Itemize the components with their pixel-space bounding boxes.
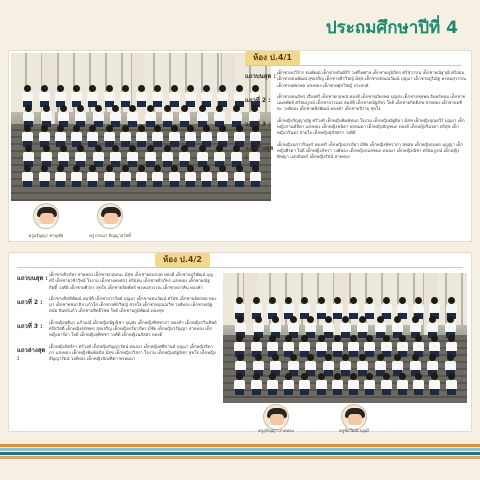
name-list-4-2 bbox=[17, 273, 217, 369]
student-figure bbox=[196, 105, 208, 127]
student-figure bbox=[216, 165, 228, 187]
student-figure bbox=[54, 125, 66, 147]
student-figure bbox=[54, 85, 66, 107]
student-figure bbox=[445, 373, 457, 395]
name-row bbox=[245, 143, 467, 162]
student-figure bbox=[161, 145, 173, 167]
student-figure bbox=[396, 373, 408, 395]
student-figure bbox=[233, 125, 245, 147]
student-figure bbox=[109, 145, 121, 167]
student-figure bbox=[126, 105, 138, 127]
student-figure bbox=[347, 373, 359, 395]
student-figure bbox=[196, 145, 208, 167]
student-figure bbox=[119, 165, 131, 187]
row-names: เด็กชายธนภัทร เรืองศรี เด็กชายกฤษณ์ ทองดี เด็กชายภัทรพล บุญส่ง เด็กชายชยพล จันทร์หอม เด็กชายนนทพัทธ์ ศรีสมบูรณ์ เด็กชายวรเมธ สมบัติ เด็กชายณัฐภัทร ใจดี เด็กชายกิตติภพ สายทอง เด็กชายอชิตะ วงศ์ทอง เด็กชายพีรพัฒน์ ทองคำ เด็กชายจิรายุ สุขใจ bbox=[277, 94, 466, 113]
name-row bbox=[245, 95, 467, 114]
student-figure bbox=[74, 105, 86, 127]
decorative-stripes bbox=[0, 444, 480, 464]
class-section-4-2 bbox=[8, 252, 472, 432]
student-figure bbox=[144, 145, 156, 167]
student-figure bbox=[216, 125, 228, 147]
student-figure bbox=[92, 145, 104, 167]
row-label: แถวที่ 3 : bbox=[17, 322, 43, 330]
name-row bbox=[17, 321, 217, 340]
name-row bbox=[245, 119, 467, 138]
row-label: แถวที่ 2 : bbox=[245, 96, 271, 104]
name-row bbox=[17, 273, 217, 292]
row-label: แถวล่างสุด : bbox=[245, 144, 274, 160]
student-figure bbox=[54, 165, 66, 187]
student-figure bbox=[135, 125, 147, 147]
student-figure bbox=[119, 85, 131, 107]
student-figure bbox=[230, 105, 242, 127]
student-figure bbox=[233, 165, 245, 187]
class-photo-4-2 bbox=[223, 273, 467, 403]
student-figure bbox=[22, 105, 34, 127]
student-figure bbox=[184, 85, 196, 107]
student-figure bbox=[168, 125, 180, 147]
student-figure bbox=[380, 373, 392, 395]
student-figure bbox=[213, 145, 225, 167]
row-names: เด็กชายปวีร์กร ธนพัฒน์ เด็กชายกันต์ธีร์ วงศ์ไพศาล เด็กชายภูมิภัทร ศรีสุวรรณ เด็กชายณัฐวุฒิ ศรีอ่อน เด็กชายธนพัฒน์ สุขเจริญ เด็กชายสิรวิชญ์ มีสุข เด็กชายปัณณวัฒน์ บุญมา เด็กชายภูริณัฐ พรหมสุวรรณ เด็กชายพชรพล แสงทอง เด็กชายศุภวิชญ์ ประสงค์ bbox=[277, 71, 466, 89]
teacher-caption: ครูสุกัญญา สายทอง bbox=[258, 428, 294, 433]
student-figure bbox=[266, 373, 278, 395]
class-section-4-1 bbox=[8, 50, 472, 242]
student-figure bbox=[119, 125, 131, 147]
student-figure bbox=[168, 165, 180, 187]
row-names: เด็กหญิงกัญญาณัฐ ศรีวงศ์ เด็กหญิงพิมพ์ชนก ใจงาม เด็กหญิงณัฐธิดา มีสุข เด็กหญิงปุณยวีร์ บุญมา เด็กหญิงกานต์ธิดา แสงทอง เด็กหญิงชนิดา พรหมมา เด็กหญิงธัญชนก ทองดี เด็กหญิงรินรดา ศรีสุข เด็กหญิงวรินทร สายใจ เด็กหญิงสุภัสสรา วงศ์ดี bbox=[277, 118, 465, 137]
row-names: เด็กชายจิรภัทร สายทอง เด็กชายกฤษณะ มีสุข เด็กชายธนกฤต ทองดี เด็กชายภูริพัฒน์ บุญศรี เด็กชายวชิรวิทย์ ใจงาม เด็กชายพงศกร ศรีอ่อน เด็กชายธีรภัทร แสงทอง เด็กชายณัฐกิตติ์ วงศ์ดี เด็กชายศิวกร สุขใจ เด็กชายปิยพัทธ์ พรหมสุวรรณ เด็กชายภาคิน ทองคำ bbox=[49, 273, 214, 291]
name-list-4-1 bbox=[245, 71, 467, 167]
row-names: เด็กชายกิตติพัฒน์ สมบัติ เด็กชายวรวิทย์ บุญมา เด็กชายธนวัฒน์ ศรีสุข เด็กชายอัครพล ทองมา เด็กชายชนาธิป แก้วใส เด็กชายพีรวิชญ์ สายใจ เด็กชายปุณณวิช วงศ์ทอง เด็กชายณัฐดนัย จันทร์แก้ว เด็กชายสิทธิโชค ใจดี เด็กชายภูมิพัฒน์ ทองสุข bbox=[49, 296, 217, 315]
name-row bbox=[17, 297, 217, 316]
student-figure bbox=[233, 85, 245, 107]
student-figure bbox=[103, 165, 115, 187]
row-label: แถวล่างสุด : bbox=[17, 346, 46, 362]
divider bbox=[17, 267, 463, 268]
teacher-caption: ครูวรรณา ปัญญาสวัสดิ์ bbox=[89, 233, 131, 238]
student-figure bbox=[38, 125, 50, 147]
student-figure bbox=[178, 105, 190, 127]
student-figure bbox=[161, 105, 173, 127]
student-figure bbox=[21, 125, 33, 147]
class-label: ห้อง ป.4/1 bbox=[245, 51, 300, 65]
teacher-avatar bbox=[97, 203, 123, 229]
stripe bbox=[0, 456, 480, 459]
student-figure bbox=[233, 373, 245, 395]
student-figure bbox=[38, 165, 50, 187]
student-figure bbox=[184, 165, 196, 187]
teacher-avatar bbox=[33, 203, 59, 229]
student-figure bbox=[168, 85, 180, 107]
student-figure bbox=[57, 145, 69, 167]
student-figure bbox=[21, 165, 33, 187]
class-label: ห้อง ป.4/2 bbox=[155, 253, 210, 267]
student-figure bbox=[103, 85, 115, 107]
page-title: ประถมศึกษาปีที่ 4 bbox=[325, 18, 458, 38]
student-figure bbox=[230, 145, 242, 167]
student-figure bbox=[315, 373, 327, 395]
student-figure bbox=[184, 125, 196, 147]
student-figure bbox=[428, 373, 440, 395]
student-figure bbox=[135, 85, 147, 107]
row-label: แถวที่ 2 : bbox=[17, 298, 43, 306]
student-figure bbox=[298, 373, 310, 395]
student-figure bbox=[412, 373, 424, 395]
student-figure bbox=[249, 165, 261, 187]
student-figure bbox=[40, 145, 52, 167]
student-figure bbox=[216, 85, 228, 107]
student-figure bbox=[70, 125, 82, 147]
student-figure bbox=[200, 85, 212, 107]
student-figure bbox=[109, 105, 121, 127]
row-names: เด็กหญิงปภาวรินทร์ ทองศรี เด็กหญิงอรปรียา มีชัย เด็กหญิงพัชราภา สุขสม เด็กหญิงธนพร บุญญา เด็กหญิงศิรดา ใจดี เด็กหญิงภัทรา วงศ์ทอง เด็กหญิงกมลชนก ทองมา เด็กหญิงณิชา ศรีสมบูรณ์ เด็กหญิงพิชญา แสงจันทร์ เด็กหญิงรัชนี สายทอง bbox=[277, 142, 463, 161]
student-figure bbox=[331, 373, 343, 395]
row-label: แถวที่ 3 : bbox=[245, 120, 271, 128]
student-figure bbox=[57, 105, 69, 127]
student-figure bbox=[86, 165, 98, 187]
student-figure bbox=[213, 105, 225, 127]
student-figure bbox=[103, 125, 115, 147]
row-names: เด็กหญิงชุติมา แก้วมณี เด็กหญิงณัฐณิชา บุญส่ง เด็กหญิงพิชชาภา ทองคำ เด็กหญิงกวินทิพย์ ศรีสวัสดิ์ เด็กหญิงธนัชพร สุขเจริญ เด็กหญิงปรียาภัทร มีชัย เด็กหญิงวรัญญา สายทอง เด็กหญิงอารียา ใจดี เด็กหญิงสุพิชชา วงศ์ดี เด็กหญิงนภัสสร ทองดี bbox=[49, 320, 217, 339]
divider bbox=[245, 65, 461, 66]
student-figure bbox=[282, 373, 294, 395]
stripe bbox=[0, 444, 480, 447]
stripe bbox=[0, 452, 480, 455]
student-figure bbox=[200, 125, 212, 147]
row-names: เด็กหญิงภัคจิรา ศรีวงศ์ เด็กหญิงกัญญารัตน์ ทองมา เด็กหญิงศศิกานต์ บุญมา เด็กหญิงจิดาภา แสงทอง เด็กหญิงพิมพ์ลภัส มีสุข เด็กหญิงรวิสรา ใจงาม เด็กหญิงณัฐนิชา สุขใจ เด็กหญิงธัญญารัตน์ วงศ์ทอง เด็กหญิงปัณฑิตา พรหมมา bbox=[49, 344, 216, 363]
student-figure bbox=[74, 145, 86, 167]
student-figure bbox=[151, 125, 163, 147]
student-figure bbox=[144, 105, 156, 127]
student-figure bbox=[70, 85, 82, 107]
row-label: แถวบนสุด : bbox=[245, 73, 276, 80]
teacher-caption: ครูชัยวัฒน์ บุญมี bbox=[339, 428, 369, 433]
student-figure bbox=[70, 165, 82, 187]
student-figure bbox=[38, 85, 50, 107]
student-figure bbox=[200, 165, 212, 187]
student-figure bbox=[22, 145, 34, 167]
student-figure bbox=[126, 145, 138, 167]
student-figure bbox=[178, 145, 190, 167]
student-figure bbox=[151, 165, 163, 187]
student-figure bbox=[40, 105, 52, 127]
name-row bbox=[17, 345, 217, 364]
student-figure bbox=[363, 373, 375, 395]
stripe bbox=[0, 448, 480, 451]
student-figure bbox=[92, 105, 104, 127]
name-row bbox=[245, 71, 467, 90]
student-figure bbox=[135, 165, 147, 187]
row-label: แถวบนสุด : bbox=[17, 275, 48, 282]
student-figure bbox=[21, 85, 33, 107]
class-photo-4-1 bbox=[11, 53, 271, 201]
student-figure bbox=[151, 85, 163, 107]
student-figure bbox=[86, 125, 98, 147]
student-figure bbox=[86, 85, 98, 107]
teacher-caption: ครูอรัญญา ชาญชัย bbox=[28, 233, 64, 238]
student-figure bbox=[250, 373, 262, 395]
